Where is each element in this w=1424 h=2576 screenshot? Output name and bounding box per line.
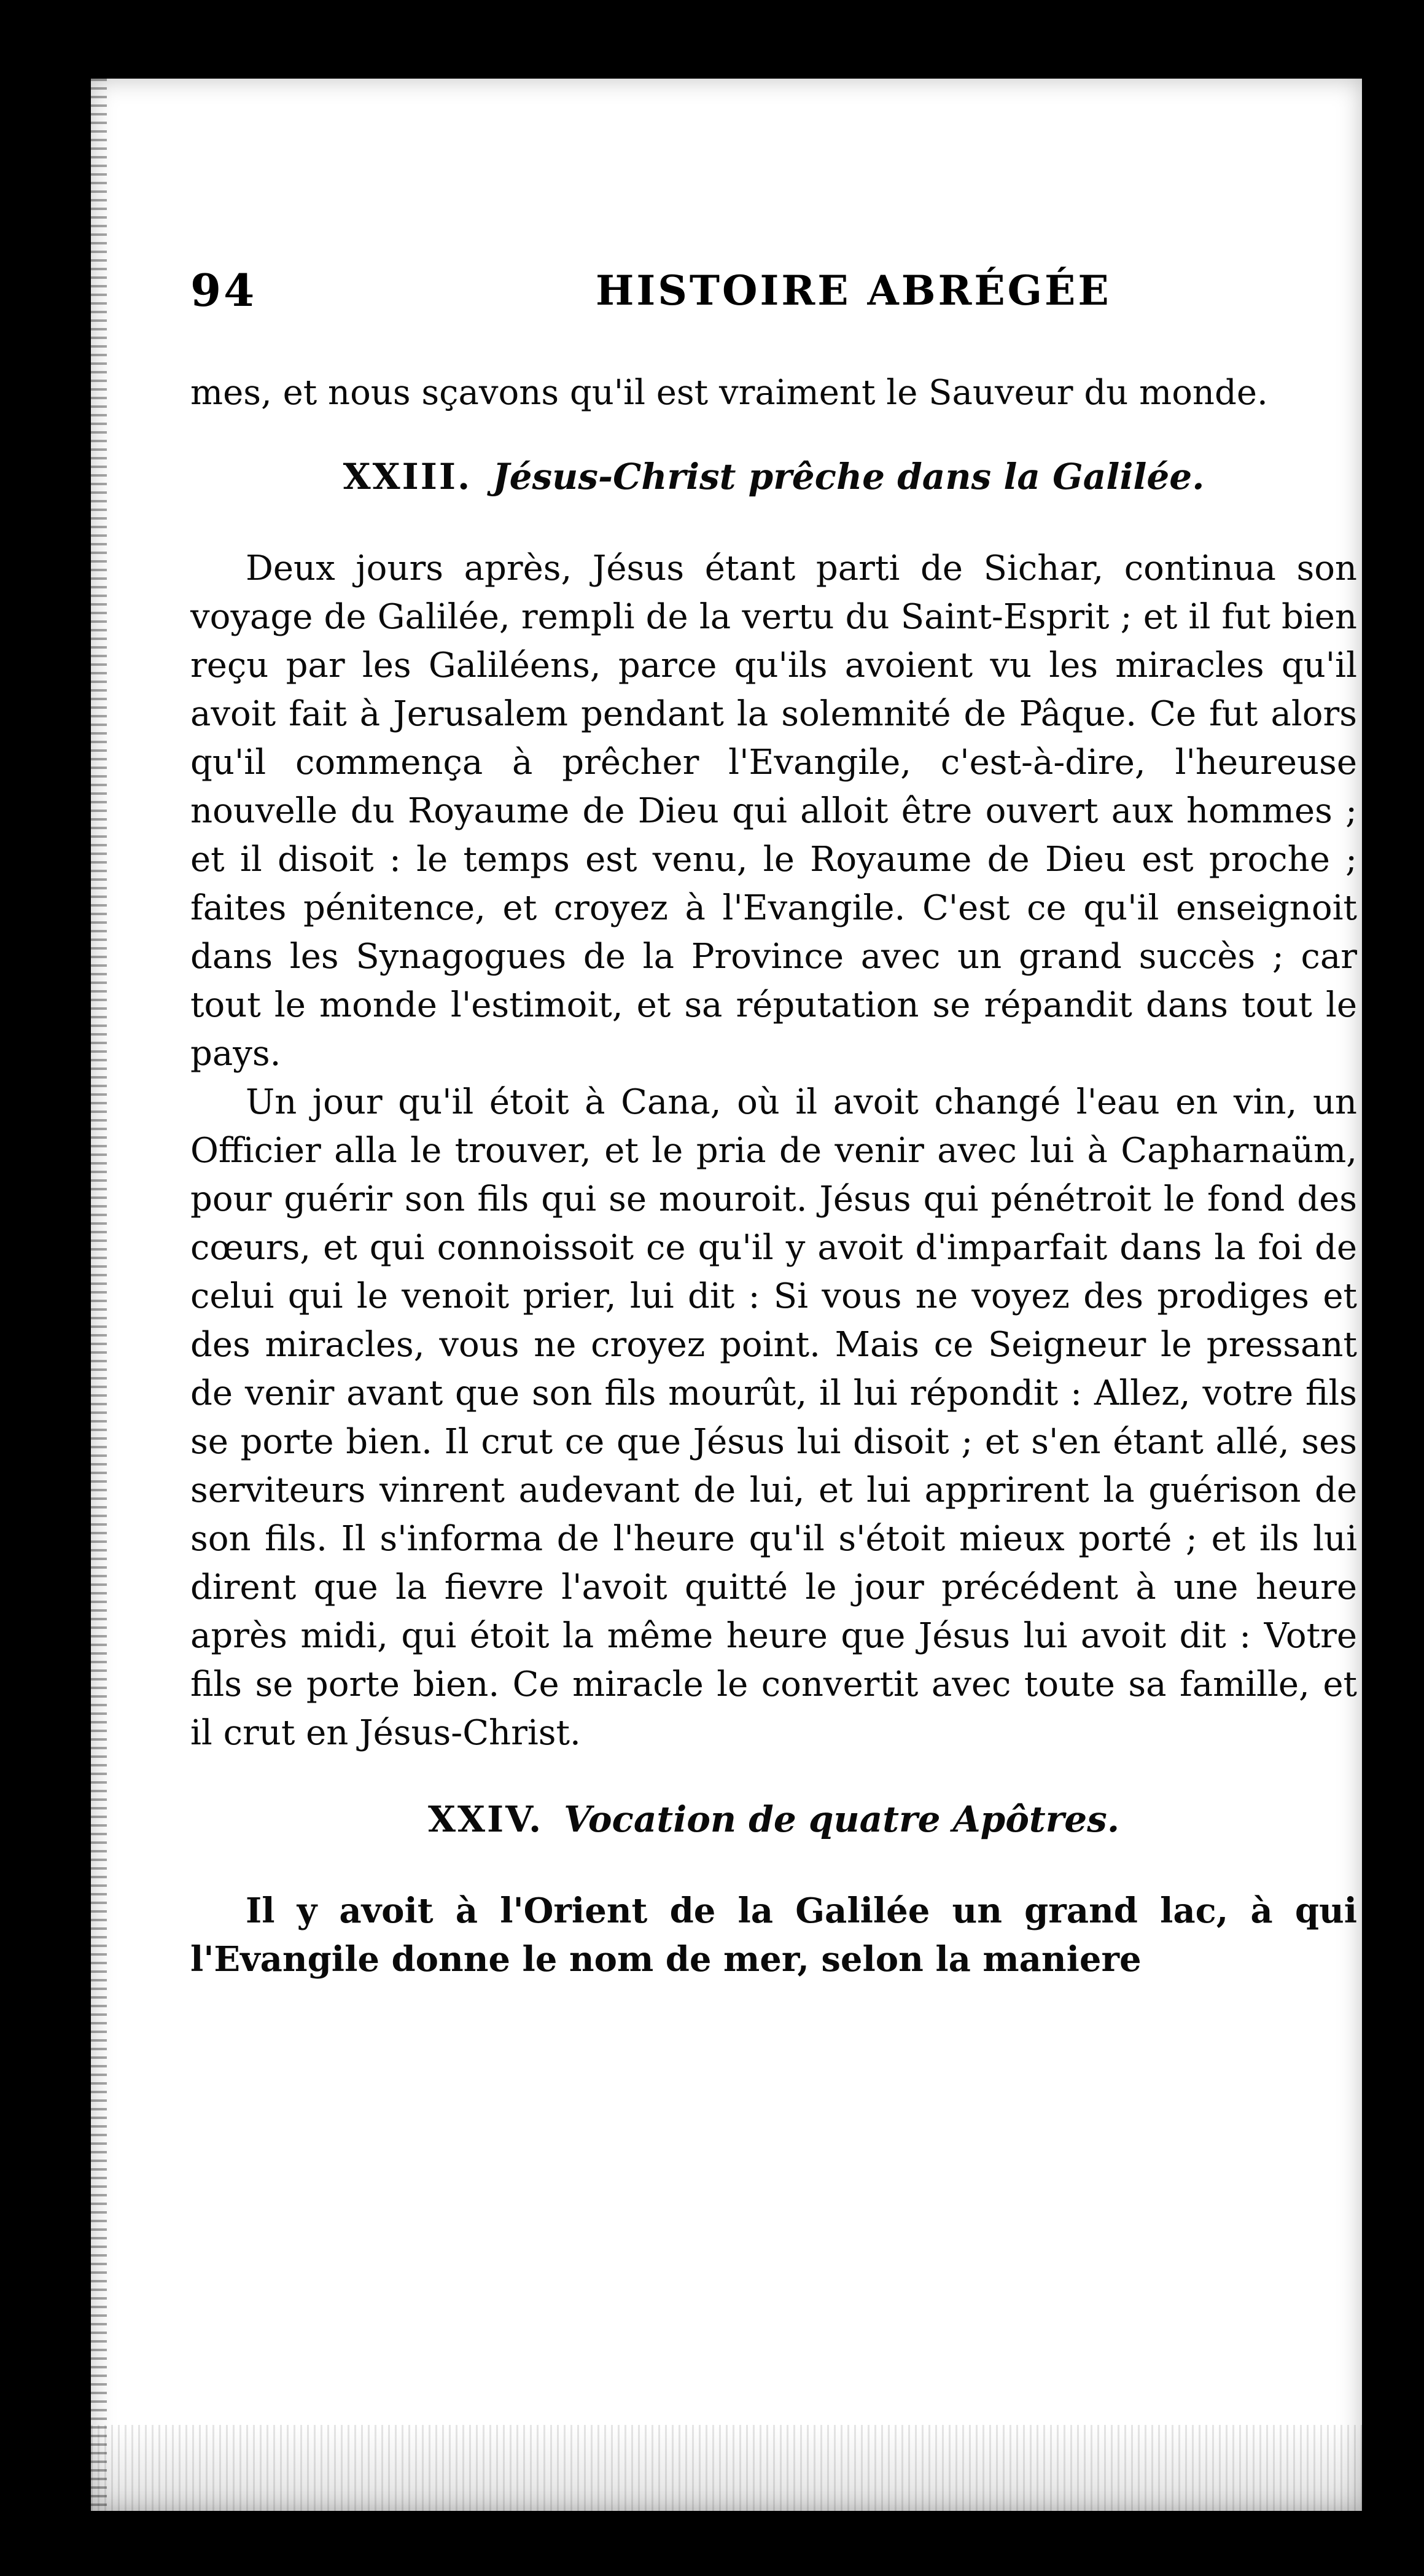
section-heading-xxiii <box>190 453 1357 501</box>
continuation-paragraph: mes, et nous sçavons qu'il est vraiment le Sauveur du monde. <box>190 373 1268 413</box>
paragraph: Il y avoit à l'Orient de la Galilée un grand lac, à qui l'Evangile donne le nom de mer, selon la maniere <box>190 1891 1357 1980</box>
page-bottom-edge <box>91 2425 1362 2511</box>
section-number: XXIV. <box>427 1798 543 1840</box>
page-body <box>190 369 1357 1984</box>
paragraph: Deux jours après, Jésus étant parti de Sichar, continua son voyage de Galilée, rempli de la vertu du Saint-Esprit ; et il fut bien reçu par les Galiléens, parce qu'ils avoient vu les miracles qu'il avoit fait à Jerusalem pendant la solemnité de Pâque. Ce fut alors qu'il commença à prêcher l'Evangile, c'est-à-dire, l'heureuse nouvelle du Royaume de Dieu qui alloit être ouvert aux hommes ; et il disoit : le temps est venu, le Royaume de Dieu est proche ; faites pénitence, et croyez à l'Evangile. C'est ce qu'il enseignoit dans les Synagogues de la Province avec un grand succès ; car tout le monde l'estimoit, et sa réputation se répandit dans tout le pays. <box>190 548 1357 1074</box>
section-title: Vocation de quatre Apôtres. <box>564 1798 1120 1840</box>
page-number: 94 <box>190 264 257 316</box>
section-title: Jésus-Christ prêche dans la Galilée. <box>492 456 1205 498</box>
page-left-edge <box>91 79 107 2511</box>
paragraph: Un jour qu'il étoit à Cana, où il avoit changé l'eau en vin, un Officier alla le trouver, et le pria de venir avec lui à Capharnaüm, pour guérir son fils qui se mouroit. Jésus qui pénétroit le fond des cœurs, et qui connoissoit ce qu'il y avoit d'imparfait dans la foi de celui qui le venoit prier, lui dit : Si vous ne voyez des prodiges et des miracles, vous ne croyez point. Mais ce Seigneur le pressant de venir avant que son fils mourût, il lui répondit : Allez, votre fils se porte bien. Il crut ce que Jésus lui disoit ; et s'en étant allé, ses serviteurs vinrent audevant de lui, et lui apprirent la guérison de son fils. Il s'informa de l'heure qu'il s'étoit mieux porté ; et ils lui dirent que la fievre l'avoit quitté le jour précédent à une heure après midi, qui étoit la même heure que Jésus lui avoit dit : Votre fils se porte bien. Ce miracle le convertit avec toute sa famille, et il crut en Jésus-Christ. <box>190 1082 1357 1753</box>
section-number: XXIII. <box>343 456 472 498</box>
running-title: HISTOIRE ABRÉGÉE <box>596 267 1111 314</box>
section-heading-xxiv <box>190 1795 1357 1844</box>
running-head <box>190 264 1357 319</box>
